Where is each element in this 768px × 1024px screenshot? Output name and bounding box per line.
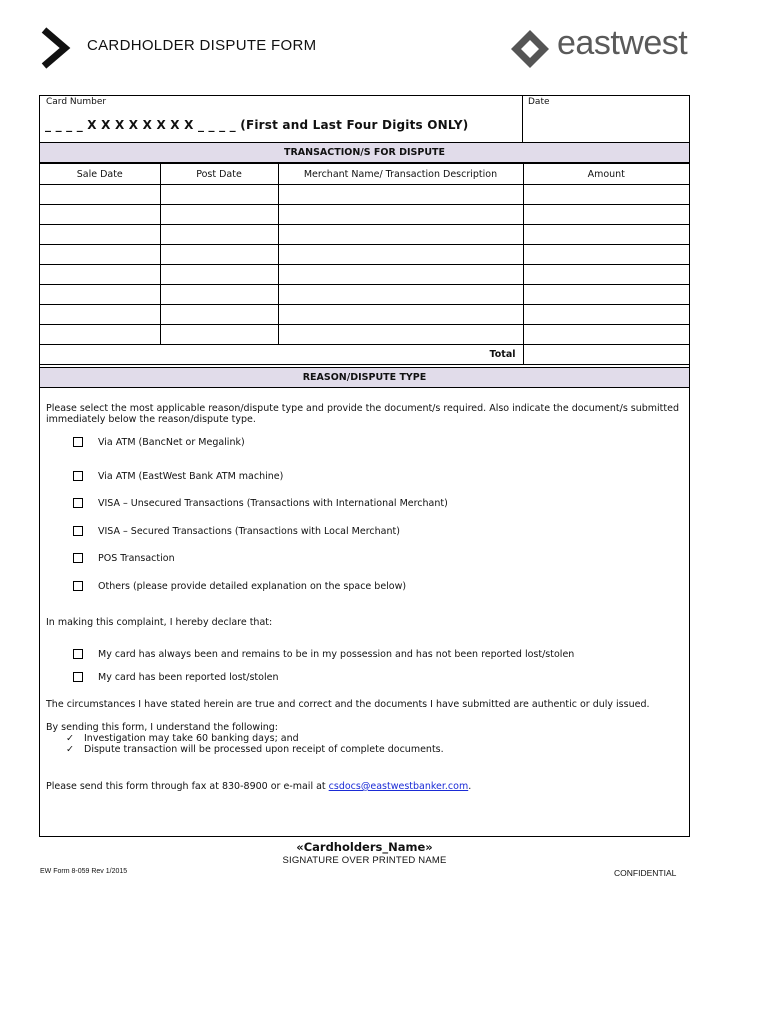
card-number-cell[interactable] — [40, 96, 523, 142]
option-pos[interactable] — [73, 553, 175, 564]
table-header-row — [40, 164, 689, 185]
checkbox[interactable] — [73, 437, 83, 447]
column-header-merchant: Merchant Name/ Transaction Description — [278, 164, 523, 185]
post-date-cell[interactable] — [160, 305, 278, 325]
amount-cell[interactable] — [523, 265, 689, 285]
amount-cell[interactable] — [523, 285, 689, 305]
option-label: POS Transaction — [98, 553, 175, 564]
merchant-cell[interactable] — [278, 185, 523, 205]
checkmark-icon: ✓ — [66, 744, 74, 755]
card-number-value: _ _ _ _ X X X X X X X X _ _ _ _ (First and Last Four Digits ONLY) — [45, 118, 469, 132]
email-link[interactable]: csdocs@eastwestbanker.com — [328, 781, 469, 792]
sale-date-cell[interactable] — [40, 305, 160, 325]
declaration-in-possession[interactable] — [73, 649, 574, 660]
understand-intro: By sending this form, I understand the following: — [46, 722, 278, 733]
declaration-intro: In making this complaint, I hereby declare that: — [46, 617, 273, 628]
form-title: CARDHOLDER DISPUTE FORM — [87, 37, 317, 54]
option-atm-eastwest[interactable] — [73, 471, 283, 482]
total-amount-cell[interactable] — [523, 345, 689, 365]
understand-item-text: Investigation may take 60 banking days; and — [84, 733, 299, 744]
post-date-cell[interactable] — [160, 265, 278, 285]
amount-cell[interactable] — [523, 325, 689, 345]
table-row — [40, 285, 689, 305]
table-row — [40, 265, 689, 285]
post-date-cell[interactable] — [160, 185, 278, 205]
confidential-label: CONFIDENTIAL — [614, 868, 677, 878]
checkbox[interactable] — [73, 553, 83, 563]
sale-date-cell[interactable] — [40, 205, 160, 225]
table-row — [40, 325, 689, 345]
checkbox[interactable] — [73, 672, 83, 682]
checkbox[interactable] — [73, 498, 83, 508]
logo-text: eastwest — [557, 24, 688, 62]
amount-cell[interactable] — [523, 185, 689, 205]
total-label: Total — [40, 345, 523, 365]
eastwest-logo — [510, 24, 695, 68]
table-row — [40, 185, 689, 205]
cardholder-name: «Cardholders_Name» — [296, 840, 433, 854]
table-row — [40, 245, 689, 265]
checkbox[interactable] — [73, 526, 83, 536]
option-visa-unsecured[interactable] — [73, 498, 448, 509]
table-row — [40, 225, 689, 245]
post-date-cell[interactable] — [160, 245, 278, 265]
post-date-cell[interactable] — [160, 205, 278, 225]
amount-cell[interactable] — [523, 205, 689, 225]
chevron-right-icon — [38, 26, 72, 70]
merchant-cell[interactable] — [278, 265, 523, 285]
table-row — [40, 205, 689, 225]
merchant-cell[interactable] — [278, 285, 523, 305]
column-header-amount: Amount — [523, 164, 689, 185]
option-label: Others (please provide detailed explanation on the space below) — [98, 581, 407, 592]
total-row — [40, 345, 689, 365]
sale-date-cell[interactable] — [40, 285, 160, 305]
declaration-label: My card has been reported lost/stolen — [98, 672, 279, 683]
eastwest-diamond-icon — [510, 29, 550, 69]
merchant-cell[interactable] — [278, 225, 523, 245]
column-header-sale-date: Sale Date — [40, 164, 160, 185]
sale-date-cell[interactable] — [40, 185, 160, 205]
post-date-cell[interactable] — [160, 325, 278, 345]
reason-section-header: REASON/DISPUTE TYPE — [40, 367, 689, 388]
amount-cell[interactable] — [523, 225, 689, 245]
option-label: Via ATM (EastWest Bank ATM machine) — [98, 471, 284, 482]
form-id: EW Form 8-059 Rev 1/2015 — [40, 868, 128, 875]
merchant-cell[interactable] — [278, 245, 523, 265]
checkmark-icon: ✓ — [66, 733, 74, 744]
amount-cell[interactable] — [523, 245, 689, 265]
option-label: VISA – Unsecured Transactions (Transactions with International Merchant) — [98, 498, 448, 509]
dispute-form — [39, 95, 690, 866]
amount-cell[interactable] — [523, 305, 689, 325]
truth-statement: The circumstances I have stated herein are true and correct and the documents I have submitted are authentic or duly issued. — [46, 699, 650, 710]
post-date-cell[interactable] — [160, 285, 278, 305]
instruction-line-2: immediately below the reason/dispute type. — [46, 414, 256, 425]
card-number-label: Card Number — [46, 97, 107, 107]
understand-item — [66, 744, 444, 755]
checkbox[interactable] — [73, 471, 83, 481]
understand-item — [66, 733, 299, 744]
declaration-lost-stolen[interactable] — [73, 672, 278, 683]
instruction-line-1: Please select the most applicable reason/dispute type and provide the document/s required. Also indicate the document/s submitted — [46, 403, 680, 414]
send-text: Please send this form through fax at 830-8900 or e-mail at — [46, 781, 329, 792]
option-atm-bancnet[interactable] — [73, 437, 245, 448]
send-instruction — [46, 781, 471, 792]
option-label: Via ATM (BancNet or Megalink) — [98, 437, 245, 448]
checkbox[interactable] — [73, 581, 83, 591]
checkbox[interactable] — [73, 649, 83, 659]
declaration-label: My card has always been and remains to be in my possession and has not been reported lost/stolen — [98, 649, 575, 660]
sale-date-cell[interactable] — [40, 265, 160, 285]
date-label: Date — [528, 97, 550, 107]
transactions-table — [40, 163, 689, 365]
table-row — [40, 305, 689, 325]
column-header-post-date: Post Date — [160, 164, 278, 185]
sale-date-cell[interactable] — [40, 325, 160, 345]
sale-date-cell[interactable] — [40, 245, 160, 265]
merchant-cell[interactable] — [278, 325, 523, 345]
merchant-cell[interactable] — [278, 305, 523, 325]
understand-item-text: Dispute transaction will be processed upon receipt of complete documents. — [84, 744, 444, 755]
sale-date-cell[interactable] — [40, 225, 160, 245]
option-others[interactable] — [73, 581, 406, 592]
date-cell[interactable] — [523, 96, 689, 142]
send-end: . — [468, 781, 472, 792]
merchant-cell[interactable] — [278, 205, 523, 225]
option-label: VISA – Secured Transactions (Transactions with Local Merchant) — [98, 526, 400, 537]
option-visa-secured[interactable] — [73, 526, 400, 537]
transactions-section-header: TRANSACTION/S FOR DISPUTE — [40, 142, 689, 163]
signature-caption: SIGNATURE OVER PRINTED NAME — [282, 855, 447, 866]
post-date-cell[interactable] — [160, 225, 278, 245]
